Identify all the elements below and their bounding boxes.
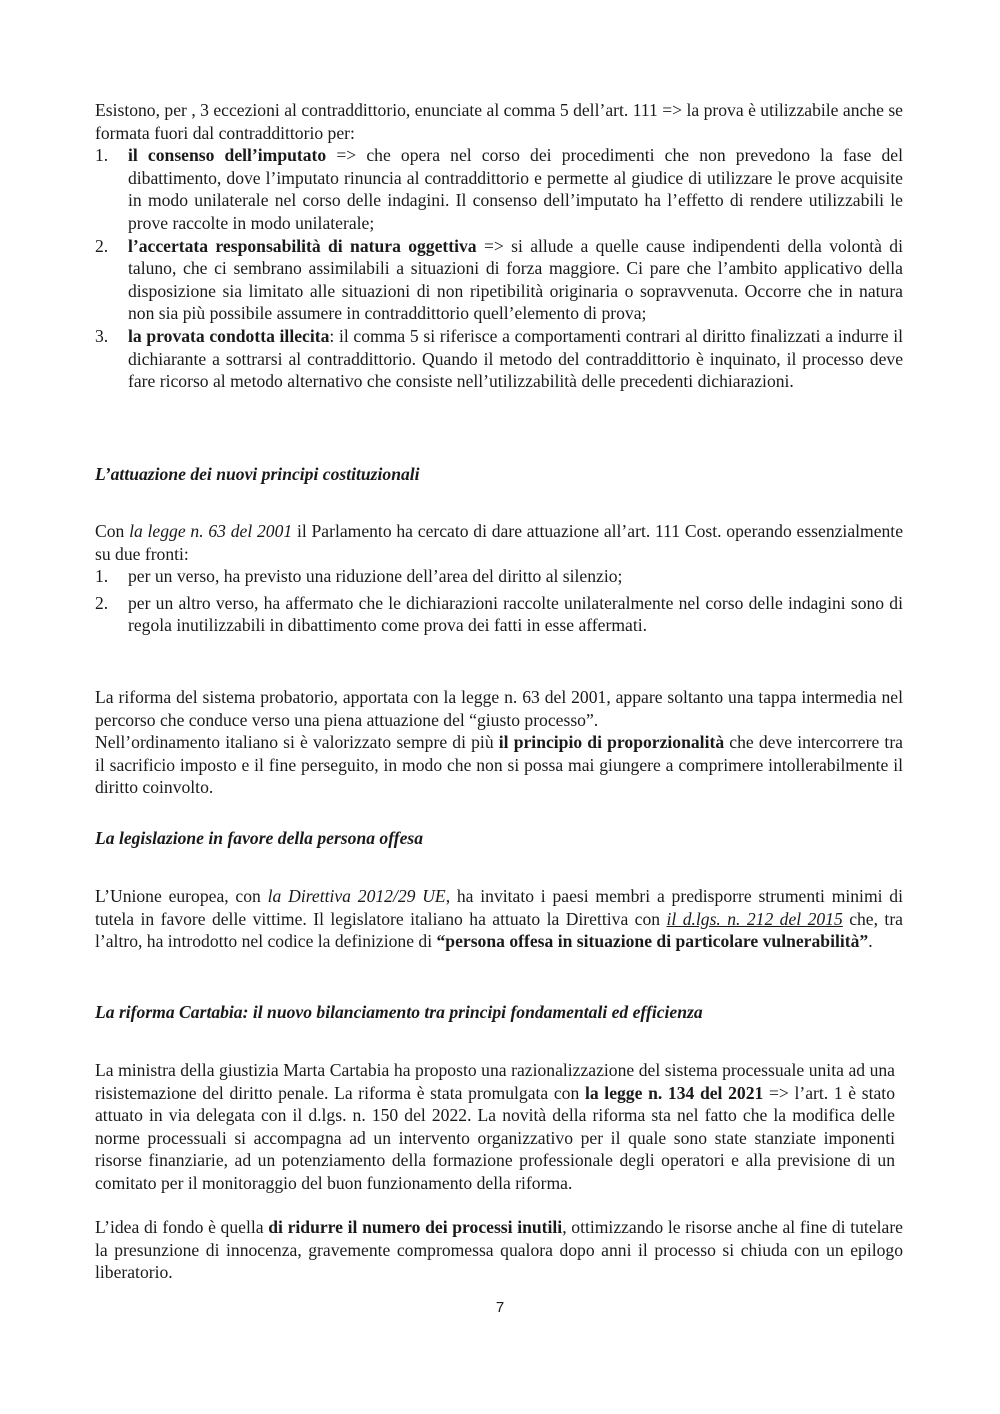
attuazione-item-1 bbox=[95, 565, 903, 588]
attuazione-intro bbox=[95, 520, 903, 565]
bold-term: la legge n. 134 del 2021 bbox=[584, 1082, 764, 1103]
persona-offesa-block bbox=[95, 885, 903, 953]
section-heading-cartabia: La riforma Cartabia: il nuovo bilanciamento tra principi fondamentali ed efficienza bbox=[95, 1002, 703, 1022]
paragraph-idea-di-fondo bbox=[95, 1216, 903, 1284]
cartabia-block bbox=[95, 1059, 895, 1195]
exception-text: : il comma 5 si riferisce a comportamenti contrari al diritto finalizzati a indurre il dichiarante a sottrarsi al contraddittorio. Quando il metodo del contraddittorio è inquinato, il processo deve fare ricorso al metodo alternativo che consiste nell’utilizzabilità delle precedenti dichiarazioni. bbox=[128, 325, 903, 392]
list-number: 1. bbox=[95, 145, 109, 166]
text-run: => l’art. 1 è stato attuato in via delegata con il d.lgs. n. 150 del 2022. La novità della riforma sta nel fatto che la modifica delle norme processuali si accompagna ad un intervento organizzativo per il quale sono state stanziate imponenti risorse finanziarie, ad un potenziamento della formazione professionale degli operatori e alla previsione di un comitato per il monitoraggio del buon funzionamento della riforma. bbox=[95, 1082, 895, 1193]
exceptions-intro: Esistono, per , 3 eccezioni al contraddittorio, enunciate al comma 5 dell’art. 111 => la prova è utilizzabile anche se formata fuori dal contraddittorio per: bbox=[95, 100, 903, 143]
bold-term: il principio di proporzionalità bbox=[498, 732, 725, 753]
list-number: 2. bbox=[95, 235, 109, 256]
exception-item-3 bbox=[95, 325, 903, 393]
text-run: . bbox=[868, 931, 873, 952]
list-item-text: per un verso, ha previsto una riduzione dell’area del diritto al silenzio; bbox=[128, 566, 623, 587]
paragraph-cartabia bbox=[95, 1059, 895, 1195]
text-run: , ottimizzando le risorse anche al fine di tutelare la presunzione di innocenza, gravemente compromessa qualora dopo anni il processo si chiuda con un epilogo liberatorio. bbox=[95, 1217, 903, 1283]
text-run: L’idea di fondo è quella bbox=[95, 1217, 269, 1237]
text-run: , ha invitato i paesi membri a predisporre strumenti minimi di tutela in favore delle vittime. Il legislatore italiano ha attuato la Direttiva con bbox=[95, 886, 903, 929]
exceptions-block bbox=[95, 99, 903, 393]
decree-reference: il d.lgs. n. 212 del 2015 bbox=[666, 908, 843, 929]
text-run: il Parlamento ha cercato di dare attuazione all’art. 111 Cost. operando essenzialmente su due fronti: bbox=[95, 521, 904, 564]
directive-reference: la Direttiva 2012/29 UE bbox=[267, 886, 446, 906]
text-run: Nell’ordinamento italiano si è valorizzato sempre di più bbox=[95, 732, 499, 753]
exception-title: l’accertata responsabilità di natura oggettiva bbox=[128, 235, 477, 256]
attuazione-heading-wrap bbox=[95, 463, 903, 486]
exception-title: la provata condotta illecita bbox=[128, 325, 330, 346]
text-run: La ministra della giustizia Marta Cartabia ha proposto una razionalizzazione del sistema processuale unita ad una risistemazione del diritto penale. La riforma è stata promulgata con bbox=[95, 1060, 895, 1103]
cartabia-heading-wrap bbox=[95, 1001, 903, 1024]
text-run: che deve intercorrere tra il sacrificio imposto e il fine perseguito, in modo che non si possa mai giungere a comprimere intollerabilmente il diritto coinvolto. bbox=[95, 732, 903, 798]
text-run: Con bbox=[95, 521, 130, 541]
exceptions-list bbox=[95, 144, 903, 393]
list-number: 2. bbox=[95, 592, 109, 613]
text-run: L’Unione europea, con bbox=[95, 886, 268, 906]
section-heading-attuazione: L’attuazione dei nuovi principi costituzionali bbox=[95, 464, 420, 484]
section-heading-persona-offesa: La legislazione in favore della persona offesa bbox=[95, 828, 424, 848]
riforma-probatoria-block bbox=[95, 686, 903, 799]
persona-offesa-heading-wrap bbox=[95, 827, 903, 850]
exception-item-1 bbox=[95, 144, 903, 234]
attuazione-item-2 bbox=[95, 592, 903, 637]
list-item-text: per un altro verso, ha affermato che le dichiarazioni raccolte unilateralmente nel corso delle indagini sono di regola inutilizzabili in dibattimento come prova dei fatti in esse affermati. bbox=[128, 592, 903, 636]
law-reference: la legge n. 63 del 2001 bbox=[129, 521, 293, 541]
page-number: 7 bbox=[495, 1299, 505, 1316]
exception-text: => che opera nel corso dei procedimenti che non prevedono la fase del dibattimento, dove l’imputato rinuncia al contraddittorio e permette al giudice di utilizzare le prove acquisite in modo unilaterale nel corso delle indagini. Il consenso dell’imputato ha l’effetto di rendere utilizzabili le prove raccolte in modo unilaterale; bbox=[128, 145, 904, 233]
text-run: che, tra l’altro, ha introdotto nel codice la definizione di bbox=[95, 908, 903, 952]
attuazione-list bbox=[95, 565, 903, 637]
cartabia-idea-block bbox=[95, 1216, 903, 1284]
list-number: 1. bbox=[95, 566, 109, 587]
list-number: 3. bbox=[95, 325, 109, 346]
paragraph-riforma-probatoria: La riforma del sistema probatorio, apportata con la legge n. 63 del 2001, appare soltanto una tappa intermedia nel percorso che conduce verso una piena attuazione del “giusto processo”. bbox=[95, 687, 903, 730]
attuazione-block bbox=[95, 520, 903, 637]
exception-item-2 bbox=[95, 235, 903, 325]
exception-title: il consenso dell’imputato bbox=[128, 145, 327, 166]
paragraph-proporzionalita bbox=[95, 731, 903, 799]
bold-term: di ridurre il numero dei processi inutili bbox=[268, 1217, 563, 1237]
bold-term: “persona offesa in situazione di particolare vulnerabilità” bbox=[436, 931, 869, 952]
paragraph-direttiva bbox=[95, 885, 903, 953]
exception-text: => si allude a quelle cause indipendenti della volontà di taluno, che ci sembrano assimilabili a situazioni di forza maggiore. Ci pare che l’ambito applicativo della disposizione sia limitato alle situazioni di non ripetibilità originaria o sopravvenuta. Occorre che in natura non sia più possibile assumere in contraddittorio quell’elemento di prova; bbox=[128, 235, 903, 324]
